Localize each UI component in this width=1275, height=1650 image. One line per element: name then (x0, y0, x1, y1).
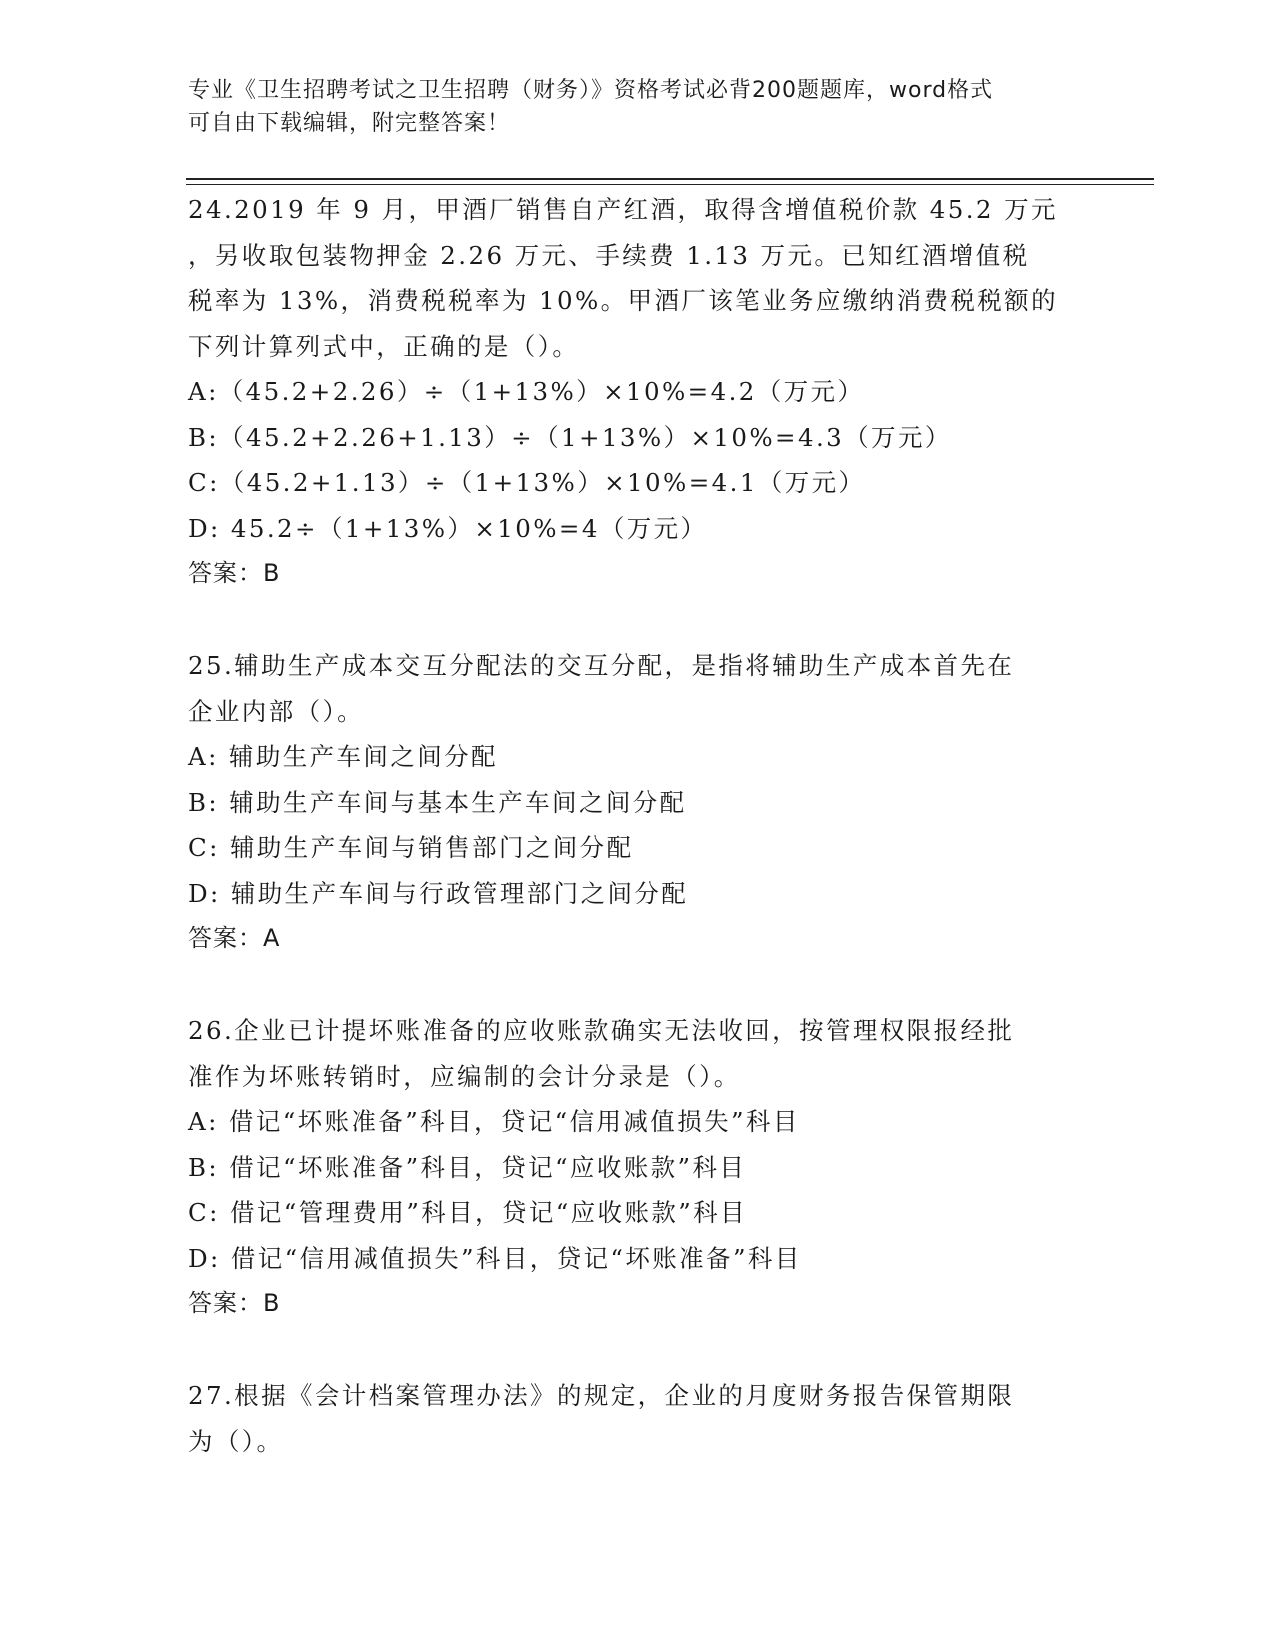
option-b: B:（45.2+2.26+1.13）÷（1+13%）×10%=4.3（万元） (188, 422, 952, 452)
question-stem-line: 27.根据《会计档案管理办法》的规定，企业的月度财务报告保管期限 (188, 1381, 1015, 1410)
answer: 答案：A (188, 924, 281, 952)
question-stem-line: ，另收取包装物押金 2.26 万元、手续费 1.13 万元。已知红酒增值税 (188, 240, 1030, 270)
question-stem-line: 26.企业已计提坏账准备的应收账款确实无法收回，按管理权限报经批 (188, 1016, 1015, 1045)
document-header (188, 74, 1088, 140)
question-stem-line: 为（）。 (188, 1426, 284, 1456)
header-line-2: 可自由下载编辑，附完整答案！ (188, 111, 511, 136)
option-a: A: 借记“坏账准备”科目，贷记“信用减值损失”科目 (188, 1107, 800, 1136)
option-a: A:（45.2+2.26）÷（1+13%）×10%=4.2（万元） (188, 377, 865, 406)
option-d: D: 借记“信用减值损失”科目，贷记“坏账准备”科目 (188, 1243, 802, 1273)
question-stem-line: 24.2019 年 9 月，甲酒厂销售自产红酒，取得含增值税价款 45.2 万元 (188, 195, 1058, 224)
option-b: B: 辅助生产车间与基本生产车间之间分配 (188, 787, 687, 817)
question-stem-line: 25.辅助生产成本交互分配法的交互分配，是指将辅助生产成本首先在 (188, 651, 1015, 680)
option-a: A: 辅助生产车间之间分配 (188, 742, 498, 771)
question-stem-line: 下列计算列式中，正确的是（）。 (188, 331, 580, 361)
question-25 (188, 643, 1068, 962)
option-d: D: 辅助生产车间与行政管理部门之间分配 (188, 878, 689, 908)
question-24 (188, 187, 1068, 597)
header-divider-thick (186, 178, 1154, 180)
header-line-1: 专业《卫生招聘考试之卫生招聘（财务）》资格考试必背200题题库，word格式 (188, 78, 994, 103)
question-stem-line: 企业内部（）。 (188, 696, 365, 726)
answer: 答案：B (188, 1289, 281, 1317)
header-divider-thin (186, 184, 1154, 185)
option-c: C: 借记“管理费用”科目，贷记“应收账款”科目 (188, 1198, 747, 1227)
question-26 (188, 1008, 1068, 1327)
question-27 (188, 1373, 1068, 1464)
option-b: B: 借记“坏账准备”科目，贷记“应收账款”科目 (188, 1152, 747, 1182)
answer: 答案：B (188, 559, 281, 587)
option-d: D: 45.2÷（1+13%）×10%=4（万元） (188, 513, 708, 543)
option-c: C:（45.2+1.13）÷（1+13%）×10%=4.1（万元） (188, 468, 866, 497)
question-stem-line: 税率为 13%，消费税税率为 10%。甲酒厂该笔业务应缴纳消费税税额的 (188, 286, 1058, 315)
question-stem-line: 准作为坏账转销时，应编制的会计分录是（）。 (188, 1061, 741, 1091)
option-c: C: 辅助生产车间与销售部门之间分配 (188, 833, 634, 862)
